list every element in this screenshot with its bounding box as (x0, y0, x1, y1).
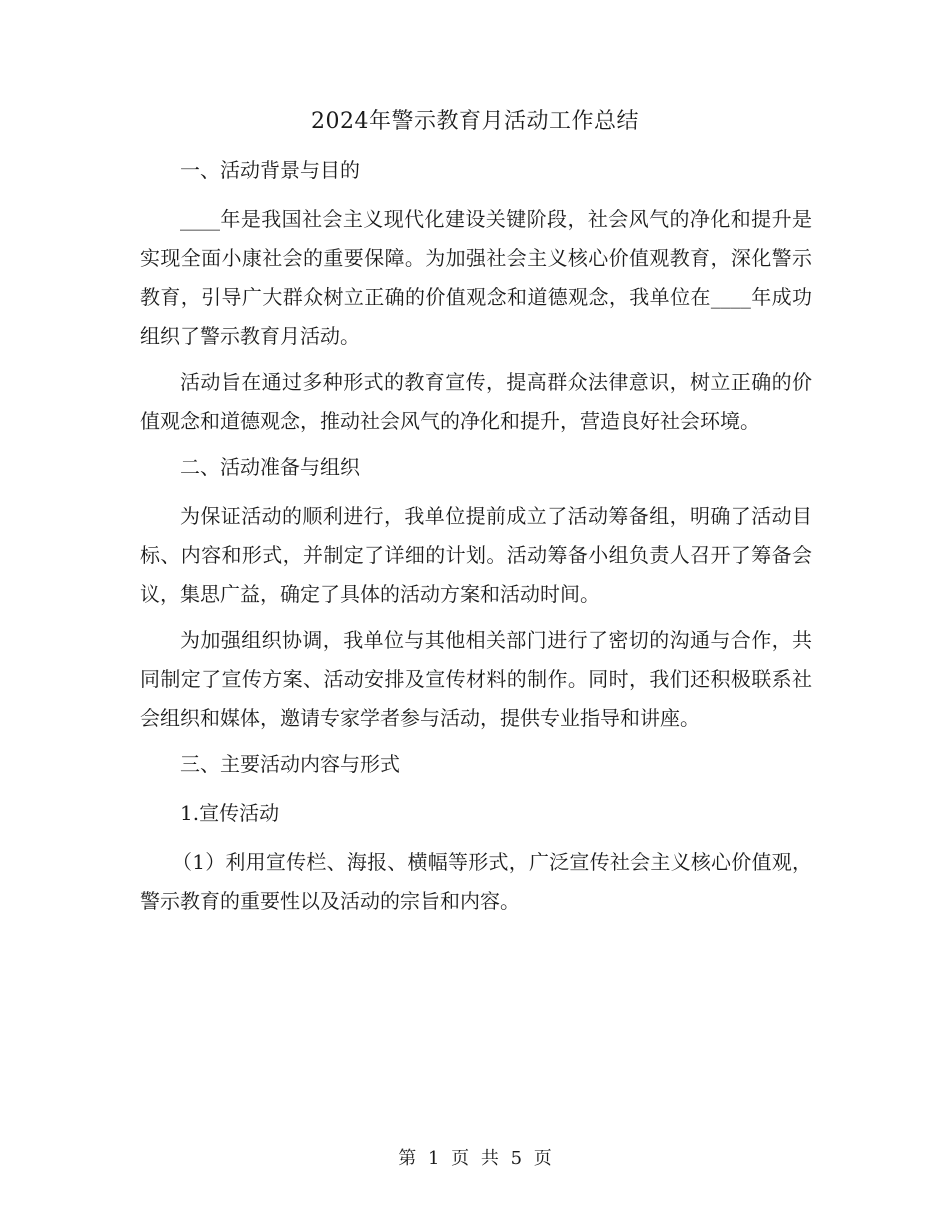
page-number: 第 1 页 共 5 页 (398, 1148, 552, 1169)
document-title: 2024年警示教育月活动工作总结 (311, 109, 639, 134)
paragraph-coordination: 为加强组织协调，我单位与其他相关部门进行了密切的沟通与合作，共同制定了宣传方案、活动安排及宣传材料的制作。同时，我们还积极联系社会组织和媒体，邀请专家学者参与活动，提供专业指导和讲座。 (140, 628, 812, 730)
paragraph-purpose: 活动旨在通过多种形式的教育宣传，提高群众法律意识，树立正确的价值观念和道德观念，推动社会风气的净化和提升，营造良好社会环境。 (140, 370, 812, 433)
subsection-heading-1: 1.宣传活动 (180, 801, 280, 825)
section-heading-2: 二、活动准备与组织 (180, 455, 360, 479)
paragraph-preparation: 为保证活动的顺利进行，我单位提前成立了活动筹备组，明确了活动目标、内容和形式，并制定了详细的计划。活动筹备小组负责人召开了筹备会议，集思广益，确定了具体的活动方案和活动时间。 (140, 504, 812, 606)
section-heading-3: 三、主要活动内容与形式 (180, 752, 400, 776)
document-body (140, 151, 812, 928)
section-heading-1: 一、活动背景与目的 (180, 158, 360, 182)
list-item-1: （1）利用宣传栏、海报、横幅等形式，广泛宣传社会主义核心价值观，警示教育的重要性以及活动的宗旨和内容。 (140, 850, 812, 913)
paragraph-background: ____年是我国社会主义现代化建设关键阶段，社会风气的净化和提升是实现全面小康社会的重要保障。为加强社会主义核心价值观教育，深化警示教育，引导广大群众树立正确的价值观念和道德观念，我单位在____年成功组织了警示教育月活动。 (140, 207, 812, 348)
